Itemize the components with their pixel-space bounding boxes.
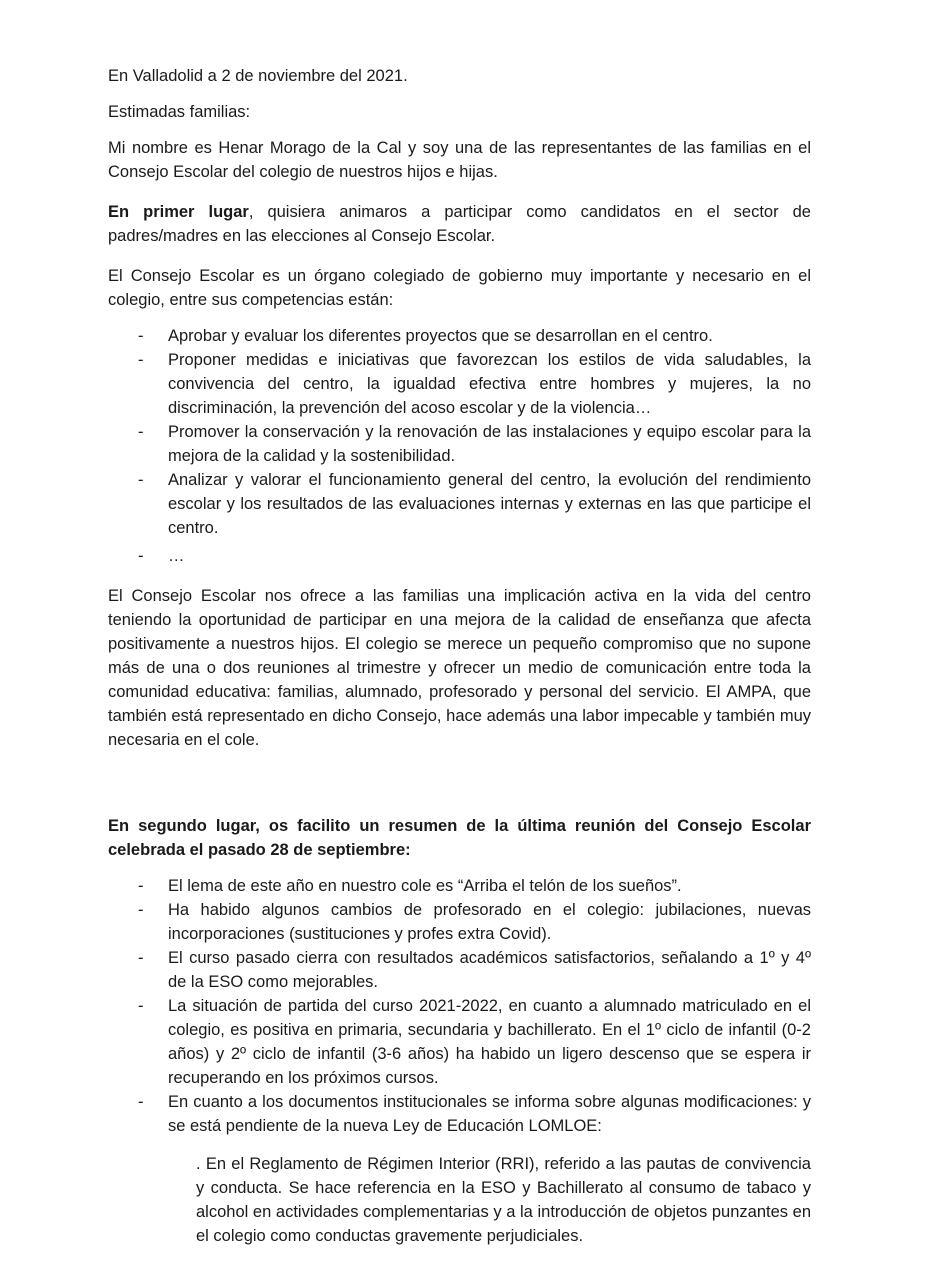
greeting: Estimadas familias:: [108, 103, 251, 121]
implicacion-paragraph: El Consejo Escolar nos ofrece a las familias una implicación activa en la vida del centro teniendo la oportunidad de participar en una mejora de la calidad de enseñanza que afecta positivamente a nuestros hijos. El colegio se merece un pequeño compromiso que no supone más de una o dos reuniones al trimestre y ofrecer un medio de comunicación entre toda la comunidad educativa: familias, alumnado, profesorado y personal del servicio. El AMPA, que también está representado en dicho Consejo, hace además una labor impecable y también muy necesaria en el cole.: [108, 587, 811, 749]
date-line: En Valladolid a 2 de noviembre del 2021.: [108, 67, 408, 85]
first-point-bold: En primer lugar: [108, 203, 249, 221]
second-point-heading: En segundo lugar, os facilito un resumen de la última reunión del Consejo Escolar celebrada el pasado 28 de septiembre:: [108, 817, 811, 859]
first-point-paragraph: [108, 200, 811, 248]
list-item: - …: [138, 547, 185, 565]
intro-paragraph: Mi nombre es Henar Morago de la Cal y soy una de las representantes de las familias en el Consejo Escolar del colegio de nuestros hijos e hijas.: [108, 139, 811, 181]
list-item: - Proponer medidas e iniciativas que favorezcan los estilos de vida saludables, la convivencia del centro, la igualdad efectiva entre hombres y mujeres, la no discriminación, la prevención del acoso escolar y de la violencia…: [138, 351, 811, 417]
competencias-list: [108, 324, 811, 568]
list-item: - Ha habido algunos cambios de profesorado en el colegio: jubilaciones, nuevas incorporaciones (sustituciones y profes extra Covid).: [138, 901, 811, 943]
list-item: - Analizar y valorar el funcionamiento general del centro, la evolución del rendimiento escolar y los resultados de las evaluaciones internas y externas en las que participe el centro.: [138, 471, 811, 537]
list-item: - Aprobar y evaluar los diferentes proyectos que se desarrollan en el centro.: [138, 327, 713, 345]
list-item: - En cuanto a los documentos institucionales se informa sobre algunas modificaciones: y se está pendiente de la nueva Ley de Educación LOMLOE:: [138, 1093, 811, 1135]
competencias-intro: El Consejo Escolar es un órgano colegiado de gobierno muy importante y necesario en el colegio, entre sus competencias están:: [108, 267, 811, 309]
rri-paragraph: . En el Reglamento de Régimen Interior (RRI), referido a las pautas de convivencia y conducta. Se hace referencia en la ESO y Bachillerato al consumo de tabaco y alcohol en actividades complementarias y a la introducción de objetos punzantes en el colegio como conductas gravemente perjudiciales.: [196, 1155, 811, 1245]
list-item: - La situación de partida del curso 2021-2022, en cuanto a alumnado matriculado en el colegio, es positiva en primaria, secundaria y bachillerato. En el 1º ciclo de infantil (0-2 años) y 2º ciclo de infantil (3-6 años) ha habido un ligero descenso que se espera ir recuperando en los próximos cursos.: [138, 997, 811, 1087]
letter-body: [108, 64, 811, 1248]
first-point-text: , quisiera animaros a participar como candidatos en el sector de padres/madres en las elecciones al Consejo Escolar.: [108, 203, 811, 245]
list-item: - Promover la conservación y la renovación de las instalaciones y equipo escolar para la mejora de la calidad y la sostenibilidad.: [138, 423, 811, 465]
list-item: - El lema de este año en nuestro cole es “Arriba el telón de los sueños”.: [138, 877, 682, 895]
list-item: - El curso pasado cierra con resultados académicos satisfactorios, señalando a 1º y 4º de la ESO como mejorables.: [138, 949, 811, 991]
resumen-list: [108, 874, 811, 1138]
